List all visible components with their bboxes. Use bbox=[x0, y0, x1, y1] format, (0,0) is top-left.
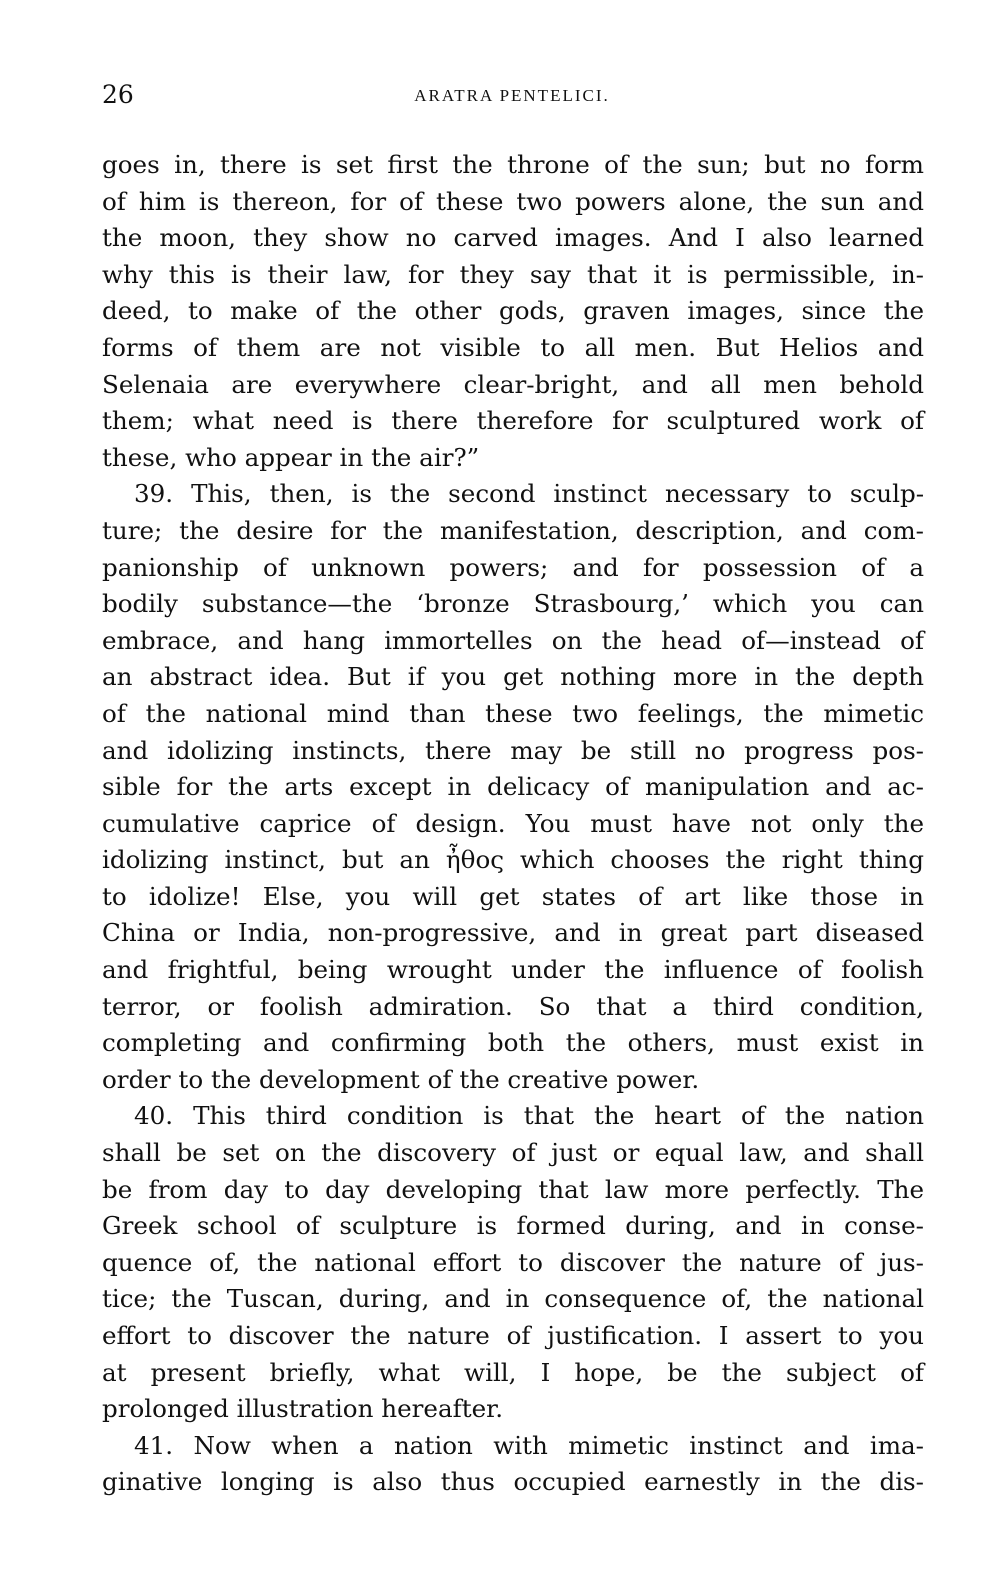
text-line: tice; the Tuscan, during, and in consequence of, the national bbox=[102, 1284, 924, 1314]
text-line: terror, or foolish admiration. So that a third condition, bbox=[102, 991, 924, 1021]
text-line: these, who appear in the air?” bbox=[102, 442, 480, 472]
text-line: ture; the desire for the manifestation, description, and com- bbox=[102, 515, 924, 545]
text-line: shall be set on the discovery of just or equal law, and shall bbox=[102, 1138, 924, 1168]
text-line: quence of, the national effort to discover the nature of jus- bbox=[102, 1247, 924, 1277]
text-line: why this is their law, for they say that it is permissible, in- bbox=[102, 259, 924, 289]
text-line: bodily substance—the ‘bronze Strasbourg,’ which you can bbox=[102, 589, 924, 619]
text-line: at present briefly, what will, I hope, be the subject of bbox=[102, 1357, 924, 1387]
text-line: sible for the arts except in delicacy of manipulation and ac- bbox=[102, 772, 924, 802]
text-line: Greek school of sculpture is formed during, and in conse- bbox=[102, 1211, 924, 1241]
text-line: idolizing instinct, but an ἦθος which chooses the right thing bbox=[102, 845, 924, 875]
text-line: goes in, there is set first the throne of the sun; but no form bbox=[102, 150, 924, 179]
text-line: prolonged illustration hereafter. bbox=[102, 1394, 504, 1424]
running-head bbox=[102, 80, 922, 114]
text-line: effort to discover the nature of justification. I assert to you bbox=[102, 1321, 924, 1350]
text-line: 41. Now when a nation with mimetic instinct and ima- bbox=[134, 1430, 924, 1460]
text-line: deed, to make of the other gods, graven images, since the bbox=[102, 296, 924, 326]
text-line: ginative longing is also thus occupied earnestly in the dis- bbox=[102, 1467, 924, 1497]
text-line: an abstract idea. But if you get nothing more in the depth bbox=[102, 662, 924, 692]
text-line: them; what need is there therefore for sculptured work of bbox=[102, 406, 924, 436]
page-number: 26 bbox=[102, 80, 134, 109]
text-line: be from day to day developing that law more perfectly. The bbox=[102, 1174, 924, 1204]
text-line: panionship of unknown powers; and for possession of a bbox=[102, 552, 924, 582]
text-line: and frightful, being wrought under the influence of foolish bbox=[102, 955, 924, 985]
running-title: ARATRA PENTELICI. bbox=[414, 86, 610, 105]
text-line: Selenaia are everywhere clear-bright, and all men behold bbox=[102, 369, 924, 399]
text-line: of him is thereon, for of these two powers alone, the sun and bbox=[102, 186, 924, 216]
text-line: cumulative caprice of design. You must have not only the bbox=[102, 808, 924, 838]
text-line: 40. This third condition is that the heart of the nation bbox=[134, 1101, 924, 1131]
text-line: and idolizing instincts, there may be still no progress pos- bbox=[102, 735, 924, 765]
text-line: embrace, and hang immortelles on the head of—instead of bbox=[102, 625, 924, 655]
text-line: completing and confirming both the others, must exist in bbox=[102, 1028, 924, 1058]
body-text bbox=[102, 147, 924, 1501]
text-line: order to the development of the creative power. bbox=[102, 1064, 700, 1094]
text-line: forms of them are not visible to all men. But Helios and bbox=[102, 332, 924, 362]
text-line: of the national mind than these two feelings, the mimetic bbox=[102, 698, 924, 728]
text-line: 39. This, then, is the second instinct necessary to sculp- bbox=[134, 479, 924, 509]
text-line: to idolize! Else, you will get states of art like those in bbox=[102, 881, 924, 911]
text-line: the moon, they show no carved images. And I also learned bbox=[102, 223, 924, 253]
text-line: China or India, non-progressive, and in great part diseased bbox=[102, 918, 924, 948]
